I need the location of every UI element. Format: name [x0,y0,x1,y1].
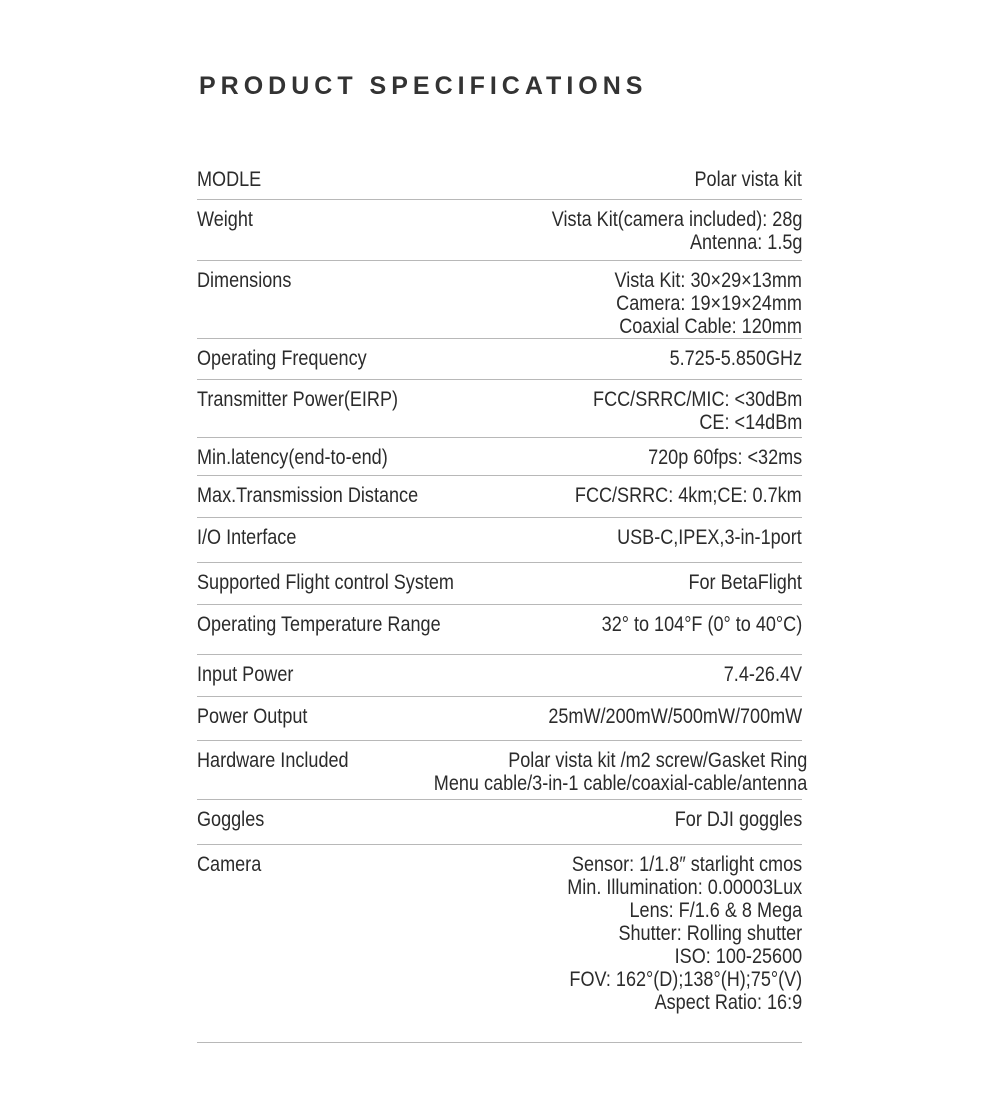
spec-value-line: 32° to 104°F (0° to 40°C) [601,613,802,636]
spec-label: Operating Frequency [197,347,367,370]
spec-value-line: Aspect Ratio: 16:9 [654,991,802,1014]
spec-value [617,518,802,549]
spec-value-line: Menu cable/3-in-1 cable/coaxial-cable/antenna [434,772,808,795]
spec-row [197,563,802,605]
spec-label: Supported Flight control System [197,571,454,594]
spec-label: MODLE [197,168,262,191]
spec-value [669,339,802,370]
spec-value [548,697,802,728]
spec-value [615,261,802,338]
page-title: PRODUCT SPECIFICATIONS [199,72,648,100]
spec-row [197,741,808,800]
spec-value-line: 25mW/200mW/500mW/700mW [548,705,802,728]
spec-value-line: Vista Kit(camera included): 28g [551,208,802,231]
spec-value-line: USB-C,IPEX,3-in-1port [617,526,802,549]
spec-label: Input Power [197,663,294,686]
spec-value-line: FOV: 162°(D);138°(H);75°(V) [569,968,802,991]
spec-value [434,741,807,795]
spec-value-line: ISO: 100-25600 [674,945,802,968]
spec-value [695,160,802,191]
spec-value-line: 5.725-5.850GHz [669,347,802,370]
spec-value [593,380,802,434]
spec-value [601,605,802,636]
spec-row [197,845,802,1043]
spec-table [197,160,808,1043]
spec-value-line: 7.4-26.4V [723,663,802,686]
spec-value-line: Polar vista kit /m2 screw/Gasket Ring [508,749,808,772]
spec-row [197,518,802,563]
spec-value-line: FCC/SRRC/MIC: <30dBm [592,388,802,411]
spec-value-line: Coaxial Cable: 120mm [619,315,802,338]
spec-value-line: Sensor: 1/1.8″ starlight cmos [571,853,802,876]
spec-row [197,476,802,518]
spec-label: Camera [197,853,262,876]
spec-value-line: Polar vista kit [694,168,802,191]
spec-value [648,438,802,469]
spec-value-line: Antenna: 1.5g [689,231,802,254]
spec-value-line: For DJI goggles [674,808,802,831]
spec-row [197,697,802,741]
spec-row [197,800,802,845]
spec-value [724,655,802,686]
spec-value-line: Shutter: Rolling shutter [618,922,802,945]
spec-label: Dimensions [197,269,292,292]
spec-value [689,563,802,594]
spec-label: Transmitter Power(EIRP) [197,388,399,411]
spec-value [567,845,802,1014]
spec-label: Hardware Included [197,749,349,772]
spec-value-line: For BetaFlight [688,571,802,594]
spec-value-line: Camera: 19×19×24mm [616,292,802,315]
spec-row [197,605,802,655]
spec-row [197,438,802,476]
spec-row [197,655,802,697]
spec-label: I/O Interface [197,526,297,549]
spec-label: Min.latency(end-to-end) [197,446,388,469]
spec-label: Operating Temperature Range [197,613,441,636]
spec-value-line: CE: <14dBm [699,411,802,434]
spec-value-line: Vista Kit: 30×29×13mm [614,269,802,292]
spec-value-line: Min. Illumination: 0.00003Lux [567,876,802,899]
spec-label: Weight [197,208,253,231]
spec-label: Power Output [197,705,308,728]
spec-value [575,476,802,507]
spec-row [197,160,802,200]
spec-value-line: Lens: F/1.6 & 8 Mega [629,899,802,922]
spec-value [551,200,802,254]
spec-label: Max.Transmission Distance [197,484,419,507]
spec-row [197,261,802,339]
spec-value [675,800,802,831]
spec-row [197,200,802,261]
spec-row [197,339,802,380]
spec-label: Goggles [197,808,265,831]
spec-value-line: FCC/SRRC: 4km;CE: 0.7km [575,484,802,507]
spec-row [197,380,802,438]
spec-value-line: 720p 60fps: <32ms [647,446,802,469]
